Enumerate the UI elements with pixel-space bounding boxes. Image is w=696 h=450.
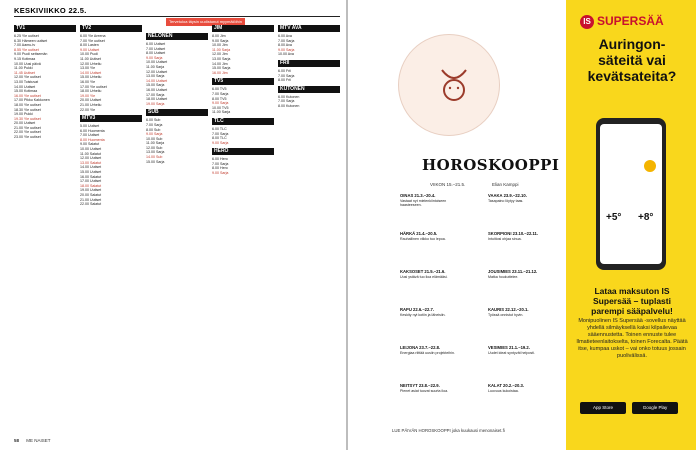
program-item: 15.00 Urheilu (80, 75, 102, 80)
program-item: 18.00 Salatut (80, 183, 102, 188)
program-item: 7.00 Uutiset (146, 46, 166, 51)
program-item: 9.00 Sarja (212, 38, 229, 43)
program-item: 8.00 Huomenta (80, 137, 105, 142)
zodiac-sign-text: Pienet asiat tuovat suurta iloa. (400, 388, 449, 393)
program-item: 8.00 Lasten (80, 43, 99, 48)
channel-header: JIM (212, 25, 274, 32)
program-item: 13.00 Yle (80, 66, 96, 71)
temperature-b: +8° (638, 212, 654, 223)
page-footer (14, 438, 51, 443)
zodiac-sign-entry (400, 384, 464, 393)
zodiac-sign-text: Tasapaino löytyy taas. (488, 198, 524, 203)
program-item: 10.00 Uutiset (146, 60, 168, 65)
tv-column (212, 22, 274, 430)
program-item: 18.30 Yle uutiset (14, 107, 41, 112)
zodiac-sign-entry (400, 232, 464, 241)
zodiac-sign-text: Työssä onnistut hyvin. (488, 312, 524, 317)
program-item: 9.00 Salatut (80, 142, 100, 147)
program-item: 14.00 Uutiset (80, 165, 102, 170)
channel-header: KUTONEN (278, 86, 340, 93)
channel-header: SUB (146, 109, 208, 116)
zodiac-sign-name: KALAT 20.2.–20.3. (488, 383, 524, 388)
supersaa-headline: Auringon-säteitä vai kevätsateita? (587, 36, 677, 84)
program-item: 12.00 Urheilu (80, 61, 102, 66)
sun-icon (644, 160, 656, 172)
program-item: 7.00 Sarja (278, 99, 295, 104)
program-item: 12.00 Uutiset (146, 69, 168, 74)
program-item: 13.00 Sarja (146, 150, 165, 155)
page-number: 58 (14, 438, 20, 443)
program-item: 6.25 Yle uutiset (14, 34, 39, 38)
program-item: 11.00 Uutiset (80, 56, 101, 61)
tv-column (80, 22, 142, 430)
program-item: 19.00 Sarja (146, 101, 165, 106)
program-item: 21.00 Urheilu (80, 102, 102, 107)
program-item: 10.00 Uusi päivä (14, 61, 41, 66)
program-item: 20.00 Uutiset (14, 121, 36, 126)
program-item: 10.00 Sub (146, 136, 163, 141)
program-item: 16.00 Jim (212, 70, 228, 75)
program-item: 8.00 Hero (212, 166, 228, 171)
tv-column (14, 22, 76, 430)
program-item: 11.00 Sarja (146, 64, 165, 69)
horoscope-title: HOROSKOOPPI (422, 156, 560, 174)
tv-listings-page (0, 0, 346, 450)
channel-header: MTV3 (80, 115, 142, 122)
program-item: 14.00 Uutiset (14, 84, 36, 89)
taurus-bull-icon (436, 60, 472, 110)
program-item: 11.00 Salatut (80, 151, 101, 156)
program-item: 8.55 Yle uutiset (14, 47, 39, 52)
zodiac-sign-entry (400, 270, 464, 279)
channel-header: TLC (212, 118, 274, 125)
zodiac-sign-entry (488, 194, 552, 203)
program-item: 7.00 Sarja (278, 38, 295, 43)
program-item: 22.00 Yle uutiset (14, 130, 41, 135)
program-item: 12.00 Sub (146, 145, 163, 150)
program-item: 16.00 Yle (80, 79, 96, 84)
program-item: 9.00 Uutiset (80, 47, 100, 52)
zodiac-sign-text: Intuitiosi ohjaa sinua. (488, 236, 522, 241)
program-item: 8.00 Kutonen (278, 103, 300, 108)
zodiac-sign-text: Luovuus kukoistaa. (488, 388, 519, 393)
supersaa-body: Monipuolinen IS Supersää -sovellus näyttää yhdellä silmäyksellä kaksi kilpailevaa sääennustetta. Toinen ennuste tulee Ilmatieteenlaitokselta, toinen Forecalta. Päätä itse, kumpaa uskot – vai onko totuus jossain puolivälissä. (576, 318, 688, 359)
program-item: 10.00 Puoli (80, 52, 98, 57)
zodiac-sign-name: HÄRKÄ 21.4.–20.5. (400, 231, 438, 236)
program-item: 21.00 Yle uutiset (14, 125, 41, 130)
program-item: 15.00 Uutiset (80, 170, 102, 175)
program-item: 16.00 Yle uutiset (14, 93, 41, 98)
zodiac-sign-entry (488, 232, 552, 241)
tv-column (146, 30, 208, 430)
program-item: 15.00 Sarja (212, 66, 231, 71)
zodiac-sign-text: Keskity nyt kotiin ja läheisiin. (400, 312, 446, 317)
program-item: 8.00 Sub (146, 127, 161, 132)
zodiac-sign-name: SKORPIONI 23.10.–22.11. (488, 231, 539, 236)
zodiac-sign-name: OINAS 21.3.–20.4. (400, 193, 436, 198)
program-item: 12.00 Uutiset (80, 156, 102, 161)
program-item: 6.00 Huomenta (80, 128, 105, 133)
program-item: 6.00 Frii (278, 68, 291, 73)
program-item: 16.00 Uutiset (146, 87, 168, 92)
program-item: 13.00 Sarja (212, 56, 231, 61)
program-item: 15.00 Kotimaa (14, 89, 38, 94)
zodiac-sign-name: VESIMIES 21.1.–19.2. (488, 345, 530, 350)
supersaa-logo-text: SUPERSÄÄ (597, 14, 664, 28)
program-item: 9.00 Sarja (146, 55, 163, 60)
program-item: 17.00 Pikku Kakkonen (14, 98, 50, 103)
magazine-name: ME NAISET (26, 438, 51, 443)
program-item: 17.00 Yle uutiset (80, 84, 107, 89)
program-item: 13.00 Toistuvat (14, 79, 39, 84)
app-store-button[interactable]: App Store (580, 402, 626, 414)
program-item: 13.00 Salatut (80, 160, 102, 165)
program-item: 6.00 Uutiset (146, 42, 166, 46)
program-item: 5.00 Uutiset (80, 124, 100, 129)
zodiac-sign-text: Uudet ideat syntyvät helposti. (488, 350, 535, 355)
channel-header: HERO (212, 148, 274, 155)
google-play-button[interactable]: Google Play (632, 402, 678, 414)
is-badge: IS (580, 15, 594, 29)
program-item: 11.00 Sarja (146, 141, 165, 146)
program-item: 6.00 TV5 (212, 87, 227, 92)
supersaa-ad[interactable] (566, 0, 696, 450)
page-date-header: KESKIVIIKKO 22.5. (14, 6, 87, 15)
zodiac-sign-name: VAAKA 23.9.–22.10. (488, 193, 527, 198)
horoscope-week: VIIKON 15.–21.5. (430, 182, 466, 187)
zodiac-sign-text: Vastaat nyt mielenkiintoiseen haasteeseen. (400, 198, 447, 208)
program-item: 17.00 Uutiset (80, 179, 102, 184)
zodiac-sign-name: LEIJONA 23.7.–22.8. (400, 345, 441, 350)
channel-header: TV5 (212, 78, 274, 85)
program-item: 19.00 Uutiset (80, 188, 102, 193)
program-item: 16.00 Salatut (80, 174, 102, 179)
program-item: 7.00 Yle uutiset (80, 38, 105, 43)
program-item: 7.00 Aamu-tv (14, 43, 36, 48)
program-item: 6.00 TLC (212, 126, 227, 131)
program-item: 15.00 Sarja (146, 159, 165, 164)
zodiac-sign-name: KAURIS 22.12.–20.1. (488, 307, 529, 312)
zodiac-sign-entry (400, 308, 464, 317)
program-item: 6.00 Ava (278, 34, 292, 38)
program-item: 14.00 Sub (146, 155, 163, 160)
program-item: 8.00 Frii (278, 78, 291, 83)
program-item: 7.00 Sarja (278, 73, 295, 78)
program-item: 6.00 Hero (212, 157, 228, 162)
program-item: 11.45 Uutiset (14, 70, 35, 75)
zodiac-sign-text: Rauhallinen viikko tuo lepoa. (400, 236, 446, 241)
program-item: 10.00 Uutiset (80, 147, 102, 152)
program-item: 8.00 Uutiset (146, 51, 166, 56)
program-item: 22.00 Salatut (80, 202, 102, 207)
program-item: 19.00 Pukki (14, 112, 33, 117)
program-item: 10.00 Jim (212, 43, 228, 48)
program-item: 18.00 Yle uutiset (14, 102, 41, 107)
program-item: 6.00 Yle Areena (80, 34, 106, 38)
program-item: 6.00 Kutonen (278, 94, 300, 99)
program-item: 6.00 Sub (146, 118, 161, 123)
supersaa-subhead: Lataa maksuton IS Supersää – tuplasti parempi sääpalvelu! (591, 286, 673, 316)
zodiac-sign-text: Energiaa riittää uusiin projekteihin. (400, 350, 455, 355)
program-item: 14.00 Uutiset (146, 78, 168, 83)
zodiac-sign-entry (400, 194, 464, 208)
channel-header: MTV AVA (278, 25, 340, 32)
program-item: 7.00 Sarja (212, 131, 229, 136)
horoscope-author: Elian Kamppi (492, 182, 519, 187)
zodiac-sign-name: NEITSYT 23.8.–22.9. (400, 383, 440, 388)
program-item: 9.00 Puoli seitsemän (14, 52, 48, 57)
tv-column (278, 22, 340, 430)
program-item: 13.00 Sarja (146, 74, 165, 79)
program-item: 9.00 Sarja (278, 47, 295, 52)
zodiac-sign-entry (488, 384, 552, 393)
program-item: 10.00 TV5 (212, 105, 229, 110)
horoscope-section (392, 30, 562, 426)
program-item: 9.00 Sarja (212, 171, 229, 176)
supersaa-logo (580, 14, 664, 29)
zodiac-sign-entry (488, 308, 552, 317)
channel-header: NELONEN (146, 33, 208, 40)
zodiac-sign-text: Matka houkuttelee. (488, 274, 519, 279)
program-item: 22.00 Yle (80, 107, 96, 112)
program-item: 21.00 Uutiset (80, 197, 102, 202)
channel-header: FRII (278, 60, 340, 67)
program-item: 18.00 Urheilu (80, 89, 102, 94)
program-item: 23.00 Yle uutiset (14, 135, 41, 140)
program-item: 19.30 Yle uutiset (14, 116, 41, 121)
program-item: 14.00 Jim (212, 61, 228, 66)
program-item: 18.00 Uutiset (146, 97, 168, 102)
header-rule (14, 16, 340, 17)
program-item: 9.00 Sarja (146, 132, 163, 137)
program-item: 11.00 Pukki (14, 66, 33, 71)
program-item: 8.00 Jim (212, 34, 226, 38)
zodiac-sign-name: KAKSOSET 21.5.–21.6. (400, 269, 446, 274)
program-item: 17.00 Sarja (146, 92, 165, 97)
program-item: 11.00 Sarja (212, 110, 231, 115)
program-item: 8.00 TV5 (212, 96, 227, 101)
program-item: 14.00 Uutiset (80, 70, 102, 75)
program-item: 15.00 Sarja (146, 83, 165, 88)
program-item: 7.00 Sarja (212, 91, 229, 96)
horoscope-footer[interactable]: LUE PÄIVÄN HOROSKOOPPI joka kuukausi menonaiset.fi (392, 428, 505, 433)
zodiac-sign-name: JOUSIMIES 23.11.–21.12. (488, 269, 538, 274)
program-item: 12.00 Yle uutiset (14, 75, 41, 80)
program-item: 7.00 Sarja (146, 122, 163, 127)
program-item: 7.00 Uutiset (80, 133, 100, 138)
zodiac-sign-entry (400, 346, 464, 355)
program-item: 7.00 Sarja (212, 161, 229, 166)
horoscope-page (348, 0, 696, 450)
program-item: 19.00 Yle (80, 93, 96, 98)
program-item: 9.15 Kotimaa (14, 56, 36, 61)
program-item: 20.00 Salatut (80, 193, 102, 197)
channel-header: TV2 (80, 25, 142, 32)
zodiac-sign-name: RAPU 22.6.–22.7. (400, 307, 434, 312)
program-item: 8.00 Ava (278, 43, 292, 48)
program-item: 9.00 Sarja (212, 101, 229, 106)
program-item: 11.00 Sarja (212, 47, 231, 52)
zodiac-sign-text: Uusi ystävä tuo iloa elämääsi. (400, 274, 448, 279)
ad-strip[interactable]: Tervetuloa täysin uudistunut myymälöihin (166, 18, 245, 26)
phone-screen (600, 124, 662, 264)
zodiac-sign-entry (488, 346, 552, 355)
program-item: 6.30 Hämeen uutiset (14, 38, 48, 43)
program-item: 10.00 Ava (278, 52, 294, 57)
temperature-a: +5° (606, 212, 622, 223)
zodiac-sign-entry (488, 270, 552, 279)
program-item: 20.00 Uutiset (80, 98, 102, 103)
program-item: 12.00 Jim (212, 52, 228, 57)
program-item: 9.00 Sarja (212, 140, 229, 145)
channel-header: TV1 (14, 25, 76, 32)
program-item: 8.00 TLC (212, 136, 227, 141)
